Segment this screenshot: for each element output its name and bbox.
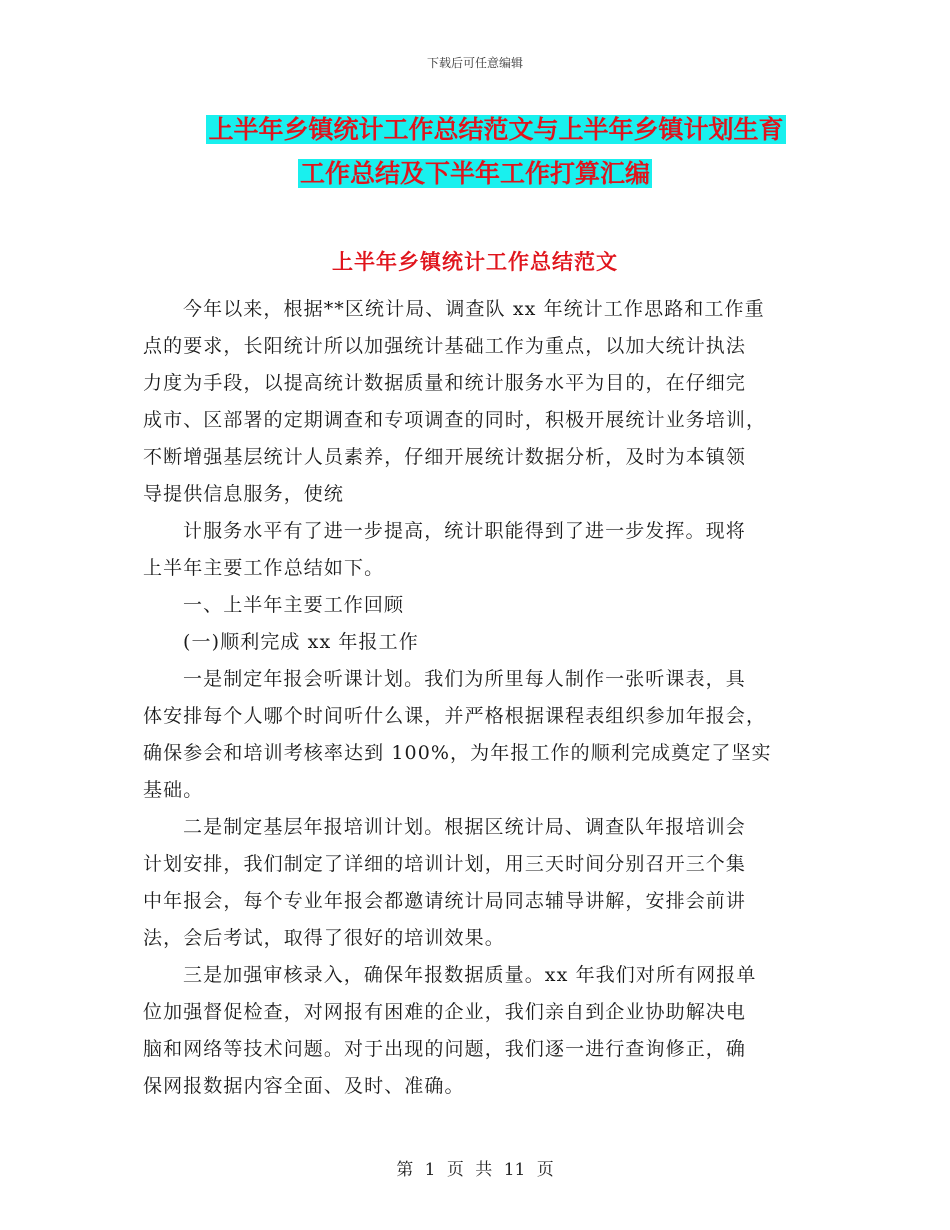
section-title: 上半年乡镇统计工作总结范文: [332, 250, 618, 274]
body-line: 三是加强审核录入，确保年报数据质量。xx 年我们对所有网报单: [183, 964, 757, 986]
document-title-line-1: [0, 110, 950, 150]
body-line: 点的要求，长阳统计所以加强统计基础工作为重点，以加大统计执法: [143, 335, 747, 357]
header-note: 下载后可任意编辑: [426, 56, 523, 70]
body-line: 基础。: [143, 779, 204, 801]
body-line: 计划安排，我们制定了详细的培训计划，用三天时间分别召开三个集: [143, 853, 747, 875]
title-line-2-text: 工作总结及下半年工作打算汇编: [299, 159, 650, 188]
body-line: 体安排每个人哪个时间听什么课，并严格根据课程表组织参加年报会，: [143, 705, 767, 727]
body-line: 成市、区部署的定期调查和专项调查的同时，积极开展统计业务培训，: [143, 409, 767, 431]
body-line: 位加强督促检查，对网报有困难的企业，我们亲自到企业协助解决电: [143, 1001, 747, 1023]
title-line-1-text: 上半年乡镇统计工作总结范文与上半年乡镇计划生育: [208, 115, 784, 144]
subheading-line: (一)顺利完成 xx 年报工作: [183, 631, 419, 653]
body-line: 确保参会和培训考核率达到 100%，为年报工作的顺利完成奠定了坚实: [143, 742, 772, 764]
body-line: 力度为手段，以提高统计数据质量和统计服务水平为目的，在仔细完: [143, 372, 747, 394]
body-line: 中年报会，每个专业年报会都邀请统计局同志辅导讲解，安排会前讲: [143, 890, 747, 912]
body-line: 保网报数据内容全面、及时、准确。: [143, 1075, 465, 1097]
page-footer: 第 1 页 共 11 页: [396, 1160, 554, 1180]
body-line: 今年以来，根据**区统计局、调查队 xx 年统计工作思路和工作重: [183, 298, 765, 320]
body-line: 脑和网络等技术问题。对于出现的问题，我们逐一进行查询修正，确: [143, 1038, 747, 1060]
body-line: 一是制定年报会听课计划。我们为所里每人制作一张听课表，具: [183, 668, 746, 690]
body-line: 导提供信息服务，使统: [143, 483, 345, 505]
body-line: 不断增强基层统计人员素养，仔细开展统计数据分析，及时为本镇领: [143, 446, 747, 468]
document-title-line-2: [0, 154, 950, 194]
body-line: 二是制定基层年报培训计划。根据区统计局、调查队年报培训会: [183, 816, 746, 838]
body-line: 上半年主要工作总结如下。: [143, 557, 385, 579]
heading-line: 一、上半年主要工作回顾: [183, 594, 405, 616]
body-line: 计服务水平有了进一步提高，统计职能得到了进一步发挥。现将: [183, 520, 746, 542]
body-line: 法，会后考试，取得了很好的培训效果。: [143, 927, 505, 949]
